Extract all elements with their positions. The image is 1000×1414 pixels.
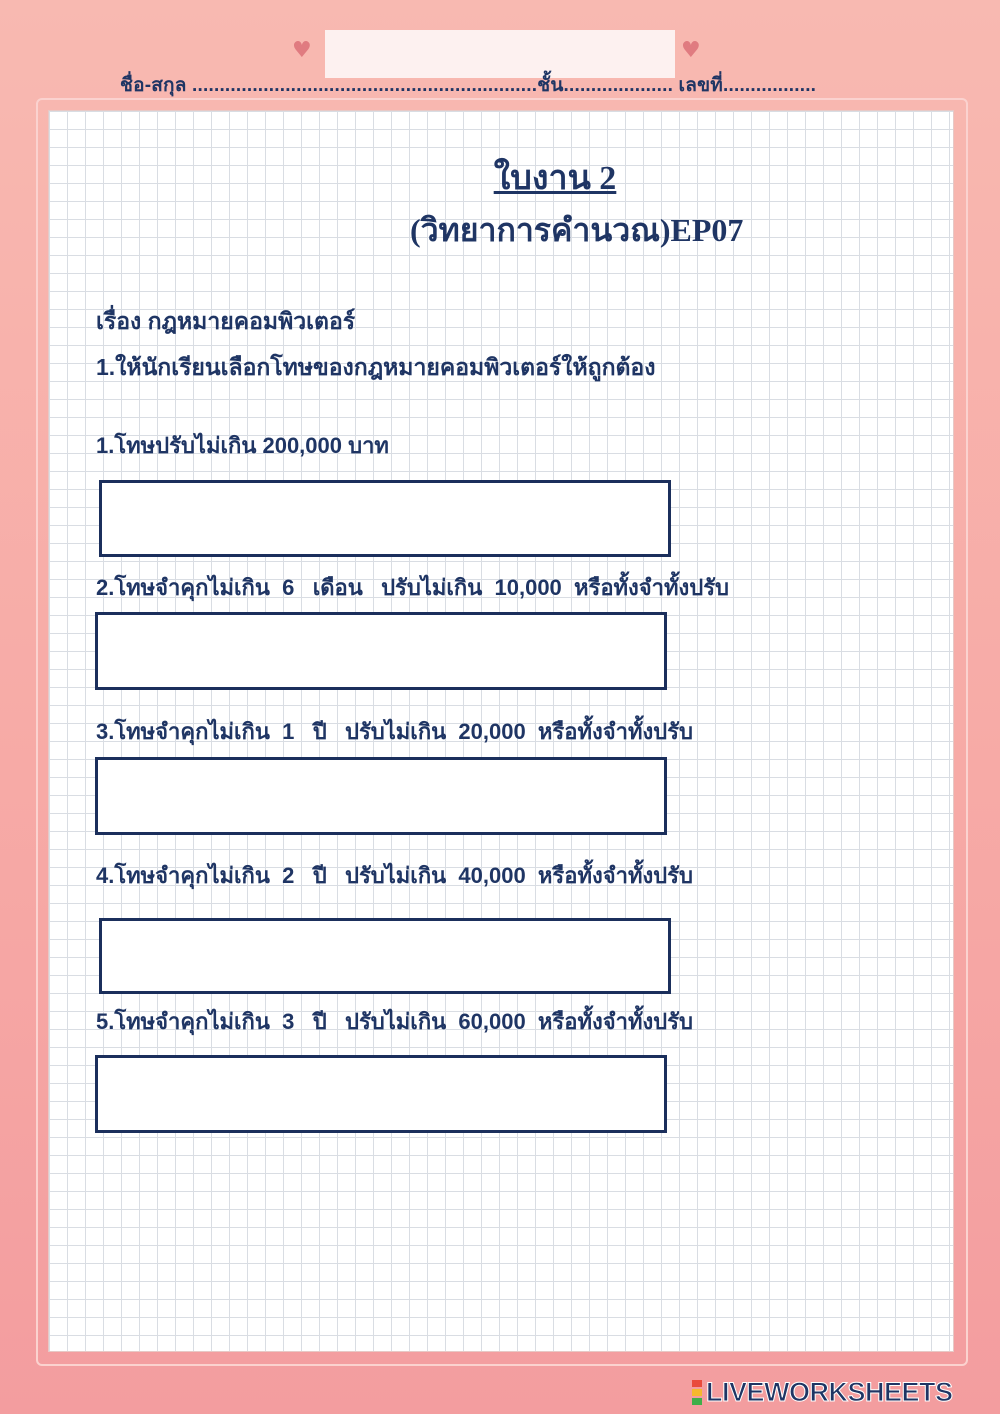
answer-box-2[interactable] [95, 612, 667, 690]
name-class-number-line: ชื่อ-สกุล ...............................................................ชั้น.................... เลขที่................. [120, 75, 817, 96]
logo-block [692, 1380, 702, 1387]
liveworksheets-logo [692, 1376, 953, 1408]
logo-color-blocks [692, 1380, 702, 1405]
answer-box-4[interactable] [99, 918, 671, 994]
heart-icon: ♥ [681, 38, 701, 63]
answer-box-1[interactable] [99, 480, 671, 557]
worksheet-topic: เรื่อง กฎหมายคอมพิวเตอร์ [96, 308, 356, 334]
logo-text: LIVEWORKSHEETS [706, 1376, 953, 1407]
worksheet-subtitle: (วิทยาการคำนวณ)EP07 [410, 212, 744, 248]
worksheet-instruction: 1.ให้นักเรียนเลือกโทษของกฎหมายคอมพิวเตอร์ให้ถูกต้อง [96, 354, 656, 380]
answer-box-3[interactable] [95, 757, 667, 835]
heart-icon: ♥ [292, 38, 312, 63]
logo-block [692, 1398, 702, 1405]
worksheet-title: ใบงาน 2 [493, 160, 617, 197]
question-3-label: 3.โทษจำคุกไม่เกิน 1 ปี ปรับไม่เกิน 20,000 หรือทั้งจำทั้งปรับ [96, 719, 693, 744]
question-1-label: 1.โทษปรับไม่เกิน 200,000 บาท [96, 433, 389, 458]
question-5-label: 5.โทษจำคุกไม่เกิน 3 ปี ปรับไม่เกิน 60,000 หรือทั้งจำทั้งปรับ [96, 1009, 693, 1034]
header [0, 0, 1000, 100]
logo-block [692, 1389, 702, 1396]
question-2-label: 2.โทษจำคุกไม่เกิน 6 เดือน ปรับไม่เกิน 10,000 หรือทั้งจำทั้งปรับ [96, 575, 730, 600]
answer-box-5[interactable] [95, 1055, 667, 1133]
question-4-label: 4.โทษจำคุกไม่เกิน 2 ปี ปรับไม่เกิน 40,000 หรือทั้งจำทั้งปรับ [96, 863, 693, 888]
